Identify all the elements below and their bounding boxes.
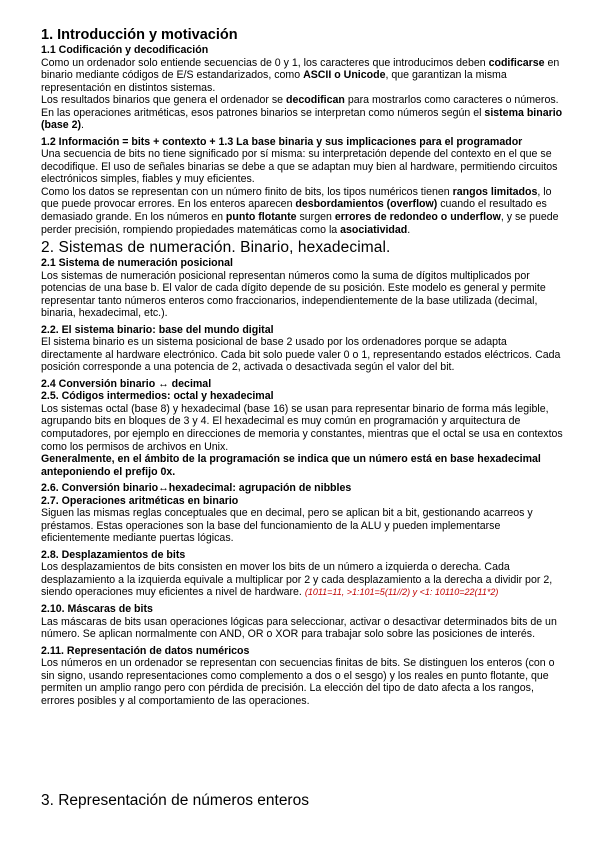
paragraph-2-1: Los sistemas de numeración posicional representan números como la suma de dígitos multiplicados por potencias de una base b. El valor de cada dígito depende de su posición. Este modelo es general y permite representar tanto números enteros como fraccionarios, independientemente de la base utilizada (decimal, binaria, hexadecimal, etc.).	[41, 269, 546, 320]
document-page	[41, 27, 569, 707]
paragraph-2-5-b: Generalmente, en el ámbito de la programación se indica que un número está en base hexadecimal anteponiendo el prefijo 0x.	[41, 453, 541, 478]
paragraph-1-2-b: Como los datos se representan con un número finito de bits, los tipos numéricos tienen rangos limitados, lo que puede provocar errores. En los enteros aparecen desbordamientos (overflow) cuando el resultado es demasiado grande. En los números en punto flotante surgen errores de redondeo o underflow, y se puede perder precisión, rompiendo propiedades matemáticas como la asociatividad.	[41, 185, 559, 236]
subsection-2-6-title: 2.6. Conversión binario↔hexadecimal: agrupación de nibbles	[41, 482, 352, 495]
shift-example: (1011=11, >1:101=5(11//2) y <1: 10110=22(11*2)	[304, 587, 499, 598]
subsection-2-4-title: 2.4 Conversión binario ↔ decimal	[41, 377, 212, 390]
subsection-1-1-title: 1.1 Codificación y decodificación	[41, 44, 209, 56]
paragraph-2-2: El sistema binario es un sistema posicional de base 2 usado por los ordenadores porque se adapta directamente al hardware electrónico. Cada bit solo puede valer 0 o 1, representando estados eléctricos. Cada posición corresponde a una potencia de 2, activada o desactivada según el valor del bit.	[41, 336, 561, 374]
paragraph-1-1-b: Los resultados binarios que genera el ordenador se decodifican para mostrarlos como caracteres o números. En las operaciones aritméticas, esos patrones binarios se interpretan como números según el sistema binario (base 2).	[41, 94, 563, 132]
subsection-2-11-title: 2.11. Representación de datos numéricos	[41, 644, 250, 657]
subsection-2-7-title: 2.7. Operaciones aritméticas en binario	[41, 494, 239, 507]
section-1-title: 1. Introducción y motivación	[41, 27, 238, 43]
paragraph-2-5: Los sistemas octal (base 8) y hexadecimal (base 16) se usan para representar binario de forma más legible, agrupando bits en bloques de 3 y 4. El hexadecimal es muy común en programación y arquitectura de computadores, por ejemplo en direcciones de memoria y constantes, mientras que el octal se usa en contextos como los permisos de archivos en Unix.	[41, 402, 563, 453]
paragraph-2-10: Las máscaras de bits usan operaciones lógicas para seleccionar, activar o desactivar determinados bits de un número. Se aplican normalmente con AND, OR o XOR para trabajar solo sobre las posiciones de interés.	[41, 615, 557, 641]
section-3-title: 3. Representación de números enteros	[41, 792, 309, 809]
section-2-title: 2. Sistemas de numeración. Binario, hexadecimal.	[41, 239, 391, 257]
subsection-2-10-title: 2.10. Máscaras de bits	[41, 603, 153, 615]
paragraph-2-8: Los desplazamientos de bits consisten en mover los bits de un número a izquierda o derecha. Cada desplazamiento a la izquierda equivale a multiplicar por 2 y cada desplazamiento a la derecha a dividir por 2, siendo operaciones muy eficientes a nivel de hardware. (1011=11, >1:101=5(11//2) y <1: 10110=22(11*2)	[41, 561, 553, 599]
paragraph-1-2-a: Una secuencia de bits no tiene significado por sí misma: su interpretación depende del contexto en el que se decodifique. El uso de señales binarias se debe a que se adaptan muy bien al hardware, permitiendo circuitos electrónicos simples, fiables y muy eficientes.	[41, 148, 558, 186]
subsection-2-8-title: 2.8. Desplazamientos de bits	[41, 548, 186, 561]
paragraph-2-7: Siguen las mismas reglas conceptuales que en decimal, pero se aplican bit a bit, gestionando acarreos y préstamos. Estas operaciones son la base del funcionamiento de la ALU y pueden implementarse eficientemente mediante puertas lógicas.	[41, 507, 533, 545]
paragraph-2-11: Los números en un ordenador se representan con secuencias finitas de bits. Se distinguen los enteros (con o sin signo, usando representaciones como complemento a dos o el sesgo) y los reales en punto flotante, que permiten un amplio rango pero con pérdida de precisión. La elección del tipo de dato afecta a los rangos, errores posibles y al comportamiento de las operaciones.	[41, 657, 555, 707]
subsection-2-1-title: 2.1 Sistema de numeración posicional	[41, 257, 233, 270]
subsection-1-2-title: 1.2 Información = bits + contexto + 1.3 La base binaria y sus implicaciones para el programador	[41, 135, 523, 148]
subsection-2-5-title: 2.5. Códigos intermedios: octal y hexadecimal	[41, 390, 274, 403]
paragraph-1-1-a: Como un ordenador solo entiende secuencias de 0 y 1, los caracteres que introducimos deben codificarse en binario mediante códigos de E/S estandarizados, como ASCII o Unicode, que garantizan la misma representación en distintos sistemas.	[41, 56, 560, 94]
subsection-2-2-title: 2.2. El sistema binario: base del mundo digital	[41, 323, 274, 336]
